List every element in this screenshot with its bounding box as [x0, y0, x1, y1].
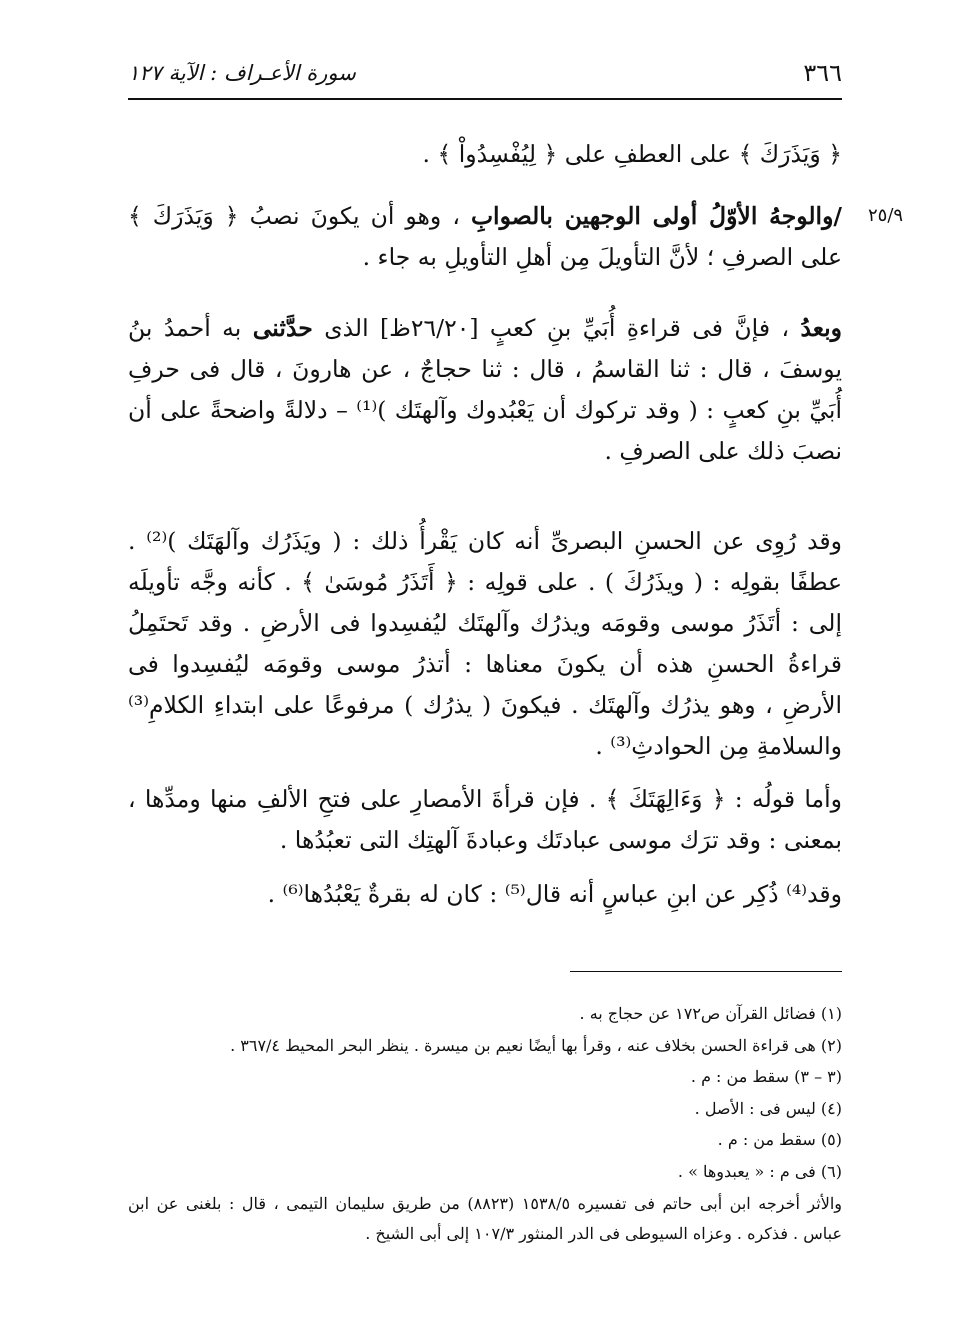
footnote-rule: [570, 971, 842, 972]
paragraph-3: [128, 308, 842, 472]
paragraph-2-bold: /والوجهُ الأوّلُ أولى الوجهين بالصوابِ: [470, 202, 842, 230]
header-rule: [128, 98, 842, 100]
footnote-trailer: والأثر أخرجه ابن أبى حاتم فى تفسيره ١٥٣٨/٥ (٨٨٢٣) من طريق سليمان التيمى ، قال : بلغنى عن ابن عباس . فذكره . وعزاه السيوطى فى الدر المنثور ١٠٧/٣ إلى أبى الشيخ .: [128, 1194, 842, 1243]
paragraph-1: ﴿ وَيَذَرَكَ ﴾ على العطفِ على ﴿ لِيُفْسِدُواْ ﴾ .: [422, 140, 842, 168]
paragraph-3-bold: وبعدُ: [800, 314, 842, 342]
footnote-3: (٣ – ٣) سقط من : م .: [690, 1067, 842, 1086]
footnote-5: (٥) سقط من : م .: [717, 1130, 842, 1149]
footnote-6: (٦) فى م : « يعبدوها » .: [677, 1161, 842, 1181]
footnote-1: (١) فضائل القرآن ص١٧٢ عن حجاج به .: [579, 1004, 842, 1023]
paragraph-5: وأما قولُه : ﴿ وَءَالِهَتَكَ ﴾ . فإن قرأةَ الأمصارِ على فتحِ الألفِ منها ومدِّها ، بمعنى : وقد ترَك موسى عبادتَك وعبادةَ آلهتِك التى تعبُدُها .: [128, 785, 842, 854]
paragraph-3-a: ، فإنَّ فى قراءةِ أُبَيِّ بنِ كعبٍ [٢٦/٢٠ظ] الذى: [312, 314, 801, 342]
footnote-2: (٢) هى قراءة الحسن بخلاف عنه ، وقرأ بها أيضًا نعيم بن ميسرة . ينظر البحر المحيط ٣٦٧/٤ .: [230, 1035, 842, 1055]
paragraph-3-b: به أحمدُ بنُ يوسفَ ، قال : ثنا القاسمُ ، قال : ثنا حجاجٌ ، عن هارونَ ، قال فى حرفِ أُبَيِّ بنِ كعبٍ : ( وقد تركوك أن يَعْبُدوك وآلهتَك )⁽¹⁾ – دلالةً واضحةً على أن نصبَ ذلك على الصرفِ .: [128, 314, 843, 465]
footnotes: [128, 998, 842, 1249]
running-title: سورة الأعـراف : الآية ١٢٧: [128, 61, 356, 85]
paragraph-6: وقد⁽⁴⁾ ذُكِر عن ابنِ عباسٍ أنه قال⁽⁵⁾ : كان له بقرةٌ يَعْبُدُها⁽⁶⁾ .: [267, 880, 842, 908]
page-number: ٣٦٦: [803, 59, 842, 87]
footnote-4: (٤) ليس فى : الأصل .: [694, 1098, 842, 1118]
page-header: [128, 52, 842, 94]
paragraph-3-bold-2: حدَّثنى: [252, 314, 313, 342]
margin-reference: ٢٥/٩: [868, 205, 904, 226]
paragraph-2: [128, 196, 842, 278]
paragraph-2-rest: ، وهو أن يكونَ نصبُ ﴿ وَيَذَرَكَ ﴾ على الصرفِ ؛ لأنَّ التأويلَ مِن أهلِ التأويلِ به جاء .: [128, 202, 842, 271]
paragraph-4: وقد رُوِى عن الحسنِ البصرىِّ أنه كان يَقْرأُ ذلك : ( ويَذَرُك وآلهَتَك )⁽²⁾ . عطفًا بقولِه : ( ويذَرُكَ ) . على قولِه : ﴿ أَتَذَرُ مُوسَىٰ ﴾ . كأنه وجَّه تأويلَه إلى : أتَذَرُ موسى وقومَه ويذرُك وآلهتَك ليُفسِدوا فى الأرضِ . وقد تَحتَمِلُ قراءةُ الحسنِ هذه أن يكونَ معناها : أتذرُ موسى وقومَه ليُفسِدوا فى الأرضِ ، وهو يذرُك وآلهتَك . فيكونَ ( يذرُك ) مرفوعًا على ابتداءِ الكلامِ⁽³⁾ والسلامةِ مِن الحوادثِ⁽³⁾ .: [128, 527, 842, 760]
